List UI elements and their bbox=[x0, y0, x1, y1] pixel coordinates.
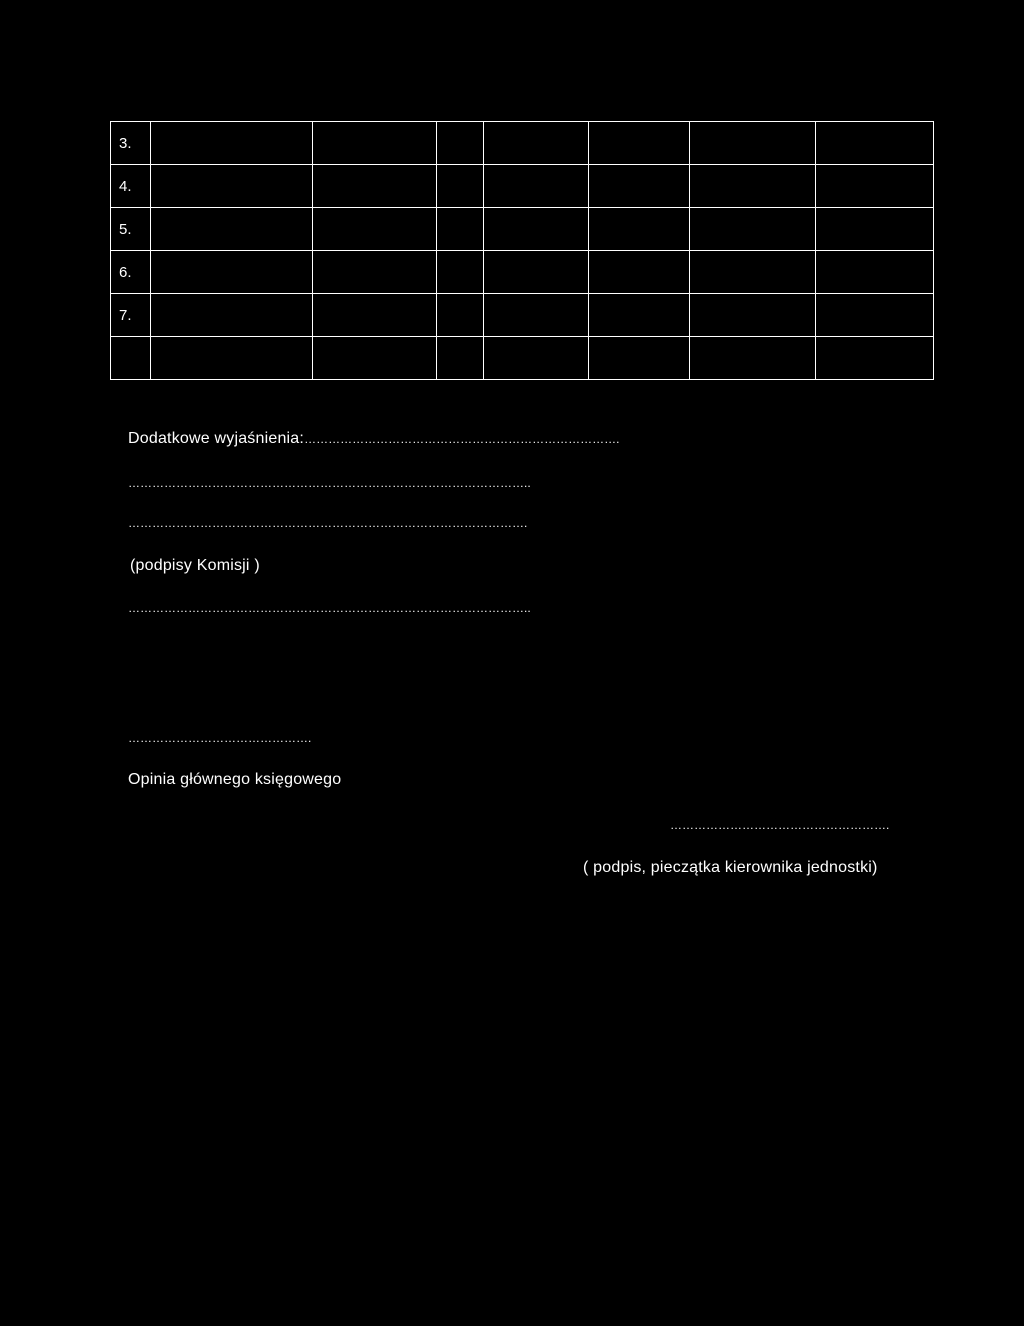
explanations-label: Dodatkowe wyjaśnienia: bbox=[128, 430, 305, 447]
table-cell bbox=[690, 337, 816, 380]
table-cell bbox=[690, 294, 816, 337]
row-number-cell: 4. bbox=[111, 165, 151, 208]
table-cell bbox=[690, 122, 816, 165]
table-cell bbox=[816, 294, 934, 337]
row-number-cell: 6. bbox=[111, 251, 151, 294]
table-cell bbox=[484, 294, 589, 337]
table-row bbox=[111, 122, 934, 165]
commission-signatures-caption: (podpisy Komisji ) bbox=[130, 557, 260, 574]
table-cell bbox=[690, 165, 816, 208]
table-cell bbox=[437, 337, 484, 380]
table-row bbox=[111, 165, 934, 208]
table-cell bbox=[589, 337, 690, 380]
table-cell bbox=[816, 208, 934, 251]
table-cell bbox=[690, 208, 816, 251]
table-body bbox=[111, 122, 934, 380]
table-cell bbox=[437, 208, 484, 251]
explanations-dotted-line-3: ………………………………………………………………………………………. bbox=[128, 516, 528, 530]
table-cell bbox=[589, 122, 690, 165]
row-number-cell: 3. bbox=[111, 122, 151, 165]
table-row bbox=[111, 208, 934, 251]
table-row bbox=[111, 337, 934, 380]
table-cell bbox=[313, 337, 437, 380]
table-cell bbox=[816, 122, 934, 165]
table-cell bbox=[313, 251, 437, 294]
table-cell bbox=[437, 165, 484, 208]
table-cell bbox=[437, 251, 484, 294]
table-cell bbox=[484, 337, 589, 380]
explanations-dotted-line-2: ……………………………………………………………………………………….. bbox=[128, 476, 531, 490]
row-number-cell bbox=[111, 337, 151, 380]
table-cell bbox=[484, 251, 589, 294]
row-number-cell: 7. bbox=[111, 294, 151, 337]
table-cell bbox=[151, 122, 313, 165]
table-cell bbox=[437, 294, 484, 337]
table-cell bbox=[589, 251, 690, 294]
table-cell bbox=[484, 165, 589, 208]
chief-accountant-dotted-line: ………………………………………. bbox=[128, 731, 312, 745]
table-cell bbox=[151, 251, 313, 294]
table-row bbox=[111, 251, 934, 294]
commission-signature-line: ……………………………………………………………………………………….. bbox=[128, 601, 531, 615]
table-cell bbox=[313, 208, 437, 251]
chief-accountant-opinion-caption: Opinia głównego księgowego bbox=[128, 771, 342, 788]
head-signature-caption: ( podpis, pieczątka kierownika jednostki) bbox=[583, 859, 878, 876]
row-number-cell: 5. bbox=[111, 208, 151, 251]
table-cell bbox=[151, 294, 313, 337]
table-cell bbox=[816, 337, 934, 380]
table-cell bbox=[589, 165, 690, 208]
table-cell bbox=[151, 165, 313, 208]
table-cell bbox=[313, 122, 437, 165]
table-cell bbox=[589, 294, 690, 337]
explanations-line bbox=[128, 430, 619, 448]
table-cell bbox=[589, 208, 690, 251]
table-cell bbox=[437, 122, 484, 165]
explanations-dotted-field: ……………………………………………………………………. bbox=[304, 432, 620, 446]
table-cell bbox=[151, 208, 313, 251]
table-cell bbox=[484, 122, 589, 165]
table-cell bbox=[816, 251, 934, 294]
table-row bbox=[111, 294, 934, 337]
table-cell bbox=[151, 337, 313, 380]
inventory-table bbox=[110, 121, 934, 380]
table-cell bbox=[816, 165, 934, 208]
table-cell bbox=[690, 251, 816, 294]
head-signature-dotted-line: ………………………………………………. bbox=[670, 818, 890, 832]
table-cell bbox=[484, 208, 589, 251]
table-cell bbox=[313, 165, 437, 208]
table-cell bbox=[313, 294, 437, 337]
